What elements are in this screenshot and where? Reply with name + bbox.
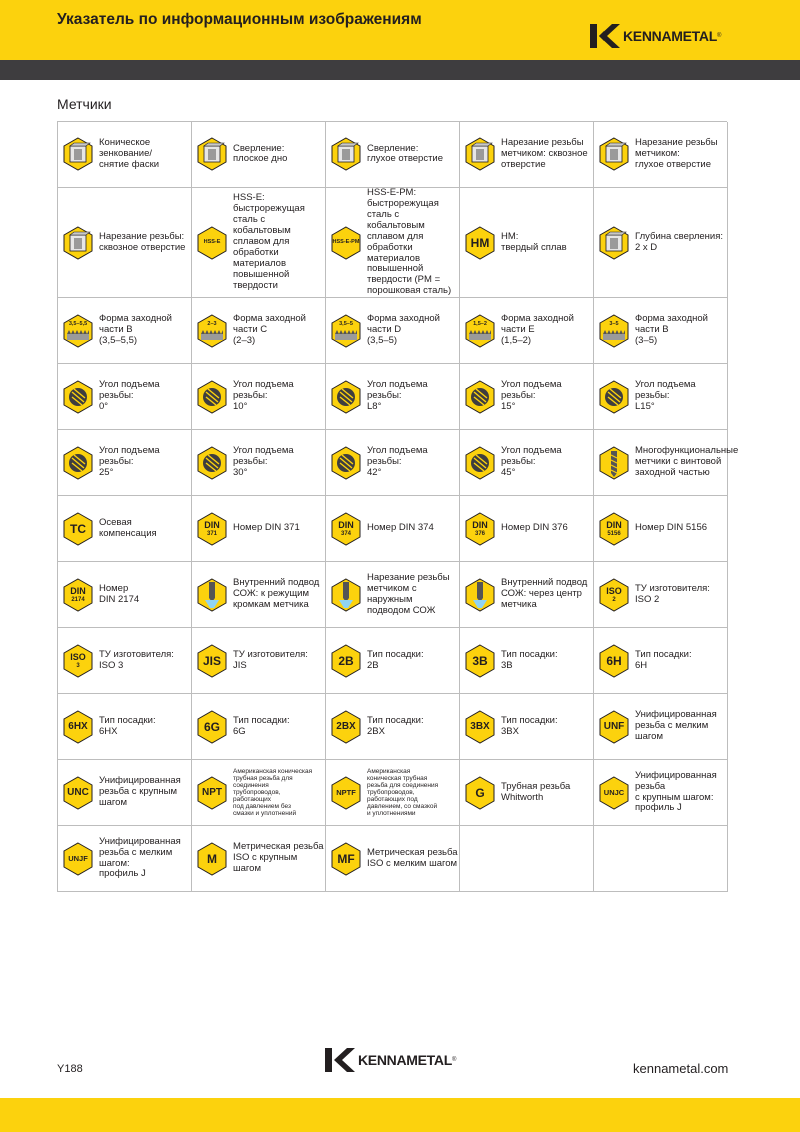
- table-cell: [58, 122, 192, 188]
- table-cell: [58, 430, 192, 496]
- table-cell: [326, 298, 460, 364]
- metric-m-icon: [197, 842, 227, 876]
- cell-description: Угол подъема резьбы: 45°: [501, 445, 562, 479]
- helix-angle-15-icon: [465, 380, 495, 414]
- cell-description: ТУ изготовителя: JIS: [233, 648, 308, 671]
- icon-label: 6H: [606, 653, 622, 668]
- table-cell: [460, 188, 594, 298]
- table-cell: [460, 122, 594, 188]
- npt-icon: [197, 776, 227, 810]
- cell-description: Глубина сверления: 2 x D: [635, 230, 724, 253]
- table-cell: [594, 188, 728, 298]
- chamfer-icon: [63, 137, 93, 171]
- table-cell: [460, 364, 594, 430]
- helix-angle-l8-icon: [331, 380, 361, 414]
- cell-description: Унифицированная резьба с крупным шагом: профиль J: [635, 769, 717, 814]
- fit-2bx-icon: [331, 710, 361, 744]
- helix-angle-42-icon: [331, 446, 361, 480]
- icon-label: M: [207, 851, 217, 866]
- icon-label: G: [475, 785, 485, 800]
- table-cell: [192, 628, 326, 694]
- table-cell: [594, 364, 728, 430]
- icon-sublabel: 374: [340, 530, 351, 537]
- icon-label: 3,5–5,5: [68, 320, 88, 327]
- helix-angle-l15-icon: [599, 380, 629, 414]
- cell-description: Форма заходной части C (2–3): [233, 313, 306, 347]
- cell-description: Тип посадки: 6H: [635, 648, 692, 671]
- table-cell: [58, 364, 192, 430]
- icon-label: UNC: [67, 786, 89, 798]
- thread-through-hole-icon: [63, 226, 93, 260]
- icon-label: NPT: [202, 786, 222, 798]
- table-cell: [594, 298, 728, 364]
- table-cell: [58, 496, 192, 562]
- cell-description: Номер DIN 374: [367, 522, 434, 534]
- din-2174-icon: [63, 578, 93, 612]
- drill-blind-hole-icon: [331, 137, 361, 171]
- table-cell: [192, 364, 326, 430]
- table-cell: [192, 760, 326, 826]
- icon-label: 3–5: [609, 320, 619, 327]
- hm-icon: [465, 226, 495, 260]
- table-cell: [326, 694, 460, 760]
- footer-band: [0, 1098, 800, 1132]
- table-cell: [192, 562, 326, 628]
- metric-mf-icon: [331, 842, 361, 876]
- cell-description: Форма заходной части E (1,5–2): [501, 313, 574, 347]
- fit-3b-icon: [465, 644, 495, 678]
- table-cell: [594, 760, 728, 826]
- table-cell: [594, 694, 728, 760]
- icon-label: ISO: [606, 585, 622, 596]
- cell-description: Внутренний подвод СОЖ: через центр метчика: [501, 577, 588, 611]
- icon-label: 6HX: [68, 720, 88, 732]
- tap-blind-hole-icon: [599, 137, 629, 171]
- unjc-icon: [599, 776, 629, 810]
- g-thread-icon: [465, 776, 495, 810]
- table-cell: [192, 826, 326, 892]
- header-dark-band: [0, 60, 800, 80]
- iso-2-icon: [599, 578, 629, 612]
- cell-description: Тип посадки: 3BX: [501, 714, 558, 737]
- helix-angle-10-icon: [197, 380, 227, 414]
- table-cell: [460, 430, 594, 496]
- icon-label: UNJF: [68, 853, 88, 863]
- iso-3-icon: [63, 644, 93, 678]
- coolant-cutting-edges-icon: [197, 578, 227, 612]
- cell-description: Сверление: плоское дно: [233, 142, 288, 165]
- icon-label: ISO: [70, 651, 86, 662]
- page-number: Y188: [57, 1063, 83, 1075]
- cell-description: Унифицированная резьба с мелким шагом: [635, 709, 717, 742]
- fit-6hx-icon: [63, 710, 93, 744]
- icon-label: DIN: [204, 519, 220, 530]
- chamfer-form-e-icon: [465, 314, 495, 348]
- cell-description: ТУ изготовителя: ISO 3: [99, 648, 174, 671]
- table-cell: [326, 122, 460, 188]
- table-cell: [326, 760, 460, 826]
- kennametal-logo-header: KENNAMETAL ®: [590, 24, 721, 48]
- chamfer-form-b-icon: [63, 314, 93, 348]
- tc-icon: [63, 512, 93, 546]
- cell-description: Угол подъема резьбы: L8°: [367, 379, 428, 413]
- fit-6h-icon: [599, 644, 629, 678]
- drill-flat-bottom-icon: [197, 137, 227, 171]
- table-cell: [326, 430, 460, 496]
- table-cell: [58, 298, 192, 364]
- icon-sublabel: 2174: [71, 596, 85, 603]
- helix-angle-30-icon: [197, 446, 227, 480]
- helix-angle-0-icon: [63, 380, 93, 414]
- table-cell: [326, 562, 460, 628]
- icon-label: 3,5–5: [339, 320, 353, 327]
- cell-description: Метрическая резьба ISO с мелким шагом: [367, 846, 458, 869]
- cell-description: Угол подъема резьбы: 0°: [99, 379, 160, 413]
- hss-e-icon: [197, 226, 227, 260]
- cell-description: Форма заходной части D (3,5–5): [367, 313, 440, 347]
- cell-description: Нарезание резьбы метчиком: сквозное отверстие: [501, 137, 588, 170]
- unjf-icon: [63, 842, 93, 876]
- kennametal-k-icon: [325, 1048, 355, 1072]
- brand-wordmark: KENNAMETAL: [623, 28, 717, 44]
- table-cell: [594, 628, 728, 694]
- footer-url-link[interactable]: kennametal.com: [633, 1061, 729, 1076]
- icon-label: 3BX: [470, 720, 490, 732]
- icon-label: 2–3: [207, 320, 217, 327]
- cell-description: ТУ изготовителя: ISO 2: [635, 582, 710, 605]
- icon-label: UNF: [603, 720, 625, 732]
- cell-description: Нарезание резьбы метчиком: глухое отверстие: [635, 137, 718, 170]
- cell-description: Осевая компенсация: [99, 516, 157, 539]
- cell-description: HM: твердый сплав: [501, 230, 567, 253]
- helix-angle-25-icon: [63, 446, 93, 480]
- table-cell: [192, 298, 326, 364]
- icon-label: DIN: [338, 519, 354, 530]
- table-cell: [192, 430, 326, 496]
- cell-description: Форма заходной части B (3–5): [635, 313, 708, 347]
- icon-sublabel: 376: [474, 530, 485, 537]
- icon-label: DIN: [472, 519, 488, 530]
- cell-description: Угол подъема резьбы: 15°: [501, 379, 562, 413]
- table-cell: [594, 122, 728, 188]
- cell-description: HSS-E-PM: быстрорежущая сталь с кобальтовым сплавом для обработки материалов повышенной твердости (PM = порошковая сталь): [367, 186, 452, 297]
- icon-sublabel: 371: [206, 530, 217, 537]
- cell-description: Номер DIN 5156: [635, 522, 708, 534]
- table-cell: [460, 298, 594, 364]
- icon-label: HM: [470, 235, 490, 250]
- table-cell: [58, 694, 192, 760]
- icon-label: 3B: [472, 653, 488, 668]
- cell-description: HSS-E: быстрорежущая сталь с кобальтовым сплавом для обработки материалов повышенной твердости: [233, 192, 305, 291]
- cell-description: Метрическая резьба ISO с крупным шагом: [233, 841, 324, 874]
- unf-icon: [599, 710, 629, 744]
- table-cell: [594, 562, 728, 628]
- table-cell: [326, 188, 460, 298]
- table-cell: [192, 122, 326, 188]
- section-title: Метчики: [57, 96, 112, 112]
- cell-description: Номер DIN 2174: [99, 582, 140, 605]
- icon-sublabel: 2: [612, 596, 616, 603]
- cell-description: Угол подъема резьбы: L15°: [635, 379, 696, 413]
- fit-3bx-icon: [465, 710, 495, 744]
- icon-label: DIN: [70, 585, 86, 596]
- table-cell: [326, 628, 460, 694]
- chamfer-form-c-icon: [197, 314, 227, 348]
- cell-description: Угол подъема резьбы: 25°: [99, 445, 160, 479]
- kennametal-logo-footer: KENNAMETAL ®: [325, 1048, 456, 1072]
- cell-description: Номер DIN 371: [233, 522, 300, 534]
- table-cell: [58, 562, 192, 628]
- table-cell-empty: [594, 826, 728, 892]
- table-cell: [192, 188, 326, 298]
- icon-label: MF: [337, 851, 355, 866]
- table-cell: [460, 496, 594, 562]
- icon-sublabel: 5156: [607, 530, 621, 537]
- table-cell-empty: [460, 826, 594, 892]
- icon-label: JIS: [202, 653, 221, 668]
- icon-index-table: [57, 121, 739, 892]
- fit-2b-icon: [331, 644, 361, 678]
- table-cell: [460, 760, 594, 826]
- cell-description: Форма заходной части B (3,5–5,5): [99, 313, 172, 347]
- table-cell: [58, 760, 192, 826]
- nptf-icon: [331, 776, 361, 810]
- hss-e-pm-icon: [331, 226, 361, 260]
- din-376-icon: [465, 512, 495, 546]
- table-cell: [58, 826, 192, 892]
- cell-description: Номер DIN 376: [501, 522, 568, 534]
- din-5156-icon: [599, 512, 629, 546]
- cell-description: Тип посадки: 3B: [501, 648, 558, 671]
- icon-label: DIN: [606, 519, 622, 530]
- icon-label: UNJC: [603, 787, 625, 797]
- brand-wordmark: KENNAMETAL: [358, 1052, 452, 1068]
- icon-label: HSS-E: [203, 238, 221, 245]
- table-cell: [192, 496, 326, 562]
- tap-through-hole-icon: [465, 137, 495, 171]
- cell-description: Коническое зенкование/ снятие фаски: [99, 137, 160, 170]
- table-cell: [58, 628, 192, 694]
- coolant-external-icon: [331, 578, 361, 612]
- table-cell: [460, 694, 594, 760]
- helix-angle-45-icon: [465, 446, 495, 480]
- table-cell: [58, 188, 192, 298]
- multifunction-tap-icon: [599, 446, 629, 480]
- table-cell: [594, 496, 728, 562]
- icon-sublabel: 3: [76, 662, 80, 669]
- cell-description: Внутренний подвод СОЖ: к режущим кромкам метчика: [233, 577, 320, 611]
- cell-description: Угол подъема резьбы: 42°: [367, 445, 428, 479]
- din-371-icon: [197, 512, 227, 546]
- fit-6g-icon: [197, 710, 227, 744]
- cell-description: Угол подъема резьбы: 30°: [233, 445, 294, 479]
- unc-icon: [63, 776, 93, 810]
- icon-label: HSS-E-PM: [332, 238, 360, 245]
- table-cell: [460, 628, 594, 694]
- table-cell: [192, 694, 326, 760]
- cell-description: Тип посадки: 2B: [367, 648, 424, 671]
- cell-description: Нарезание резьбы метчиком с наружным подводом СОЖ: [367, 571, 450, 616]
- icon-label: NPTF: [336, 787, 356, 797]
- cell-description: Угол подъема резьбы: 10°: [233, 379, 294, 413]
- chamfer-form-d-icon: [331, 314, 361, 348]
- table-cell: [594, 430, 739, 496]
- icon-label: 6G: [203, 719, 220, 734]
- cell-description: Тип посадки: 6HX: [99, 714, 156, 737]
- icon-label: 2BX: [336, 720, 356, 732]
- din-374-icon: [331, 512, 361, 546]
- cell-description: Тип посадки: 2BX: [367, 714, 424, 737]
- kennametal-k-icon: [590, 24, 620, 48]
- chamfer-form-b-short-icon: [599, 314, 629, 348]
- cell-description: Нарезание резьбы: сквозное отверстие: [99, 230, 186, 253]
- icon-label: 2B: [338, 653, 354, 668]
- cell-description: Трубная резьба Whitworth: [501, 780, 571, 803]
- table-cell: [460, 562, 594, 628]
- icon-label: TC: [70, 521, 86, 536]
- cell-description: Американская коническая трубная резьба для соединения трубопроводов, работающих под давлением, со смазкой и уплотнениями: [367, 767, 439, 818]
- coolant-center-icon: [465, 578, 495, 612]
- cell-description: Сверление: глухое отверстие: [367, 142, 444, 165]
- cell-description: Унифицированная резьба с крупным шагом: [99, 775, 181, 808]
- icon-label: 1,5–2: [473, 320, 487, 327]
- table-cell: [326, 364, 460, 430]
- page-title: Указатель по информационным изображениям: [57, 11, 422, 28]
- jis-icon: [197, 644, 227, 678]
- cell-description: Унифицированная резьба с мелким шагом: профиль J: [99, 835, 181, 880]
- cell-description: Американская коническая трубная резьба для соединения трубопроводов, работающих под давлением без смазки и уплотнений: [233, 767, 313, 818]
- table-cell: [326, 496, 460, 562]
- drill-depth-icon: [599, 226, 629, 260]
- table-cell: [326, 826, 460, 892]
- cell-description: Многофункциональные метчики с винтовой заходной частью: [635, 445, 739, 479]
- cell-description: Тип посадки: 6G: [233, 714, 290, 737]
